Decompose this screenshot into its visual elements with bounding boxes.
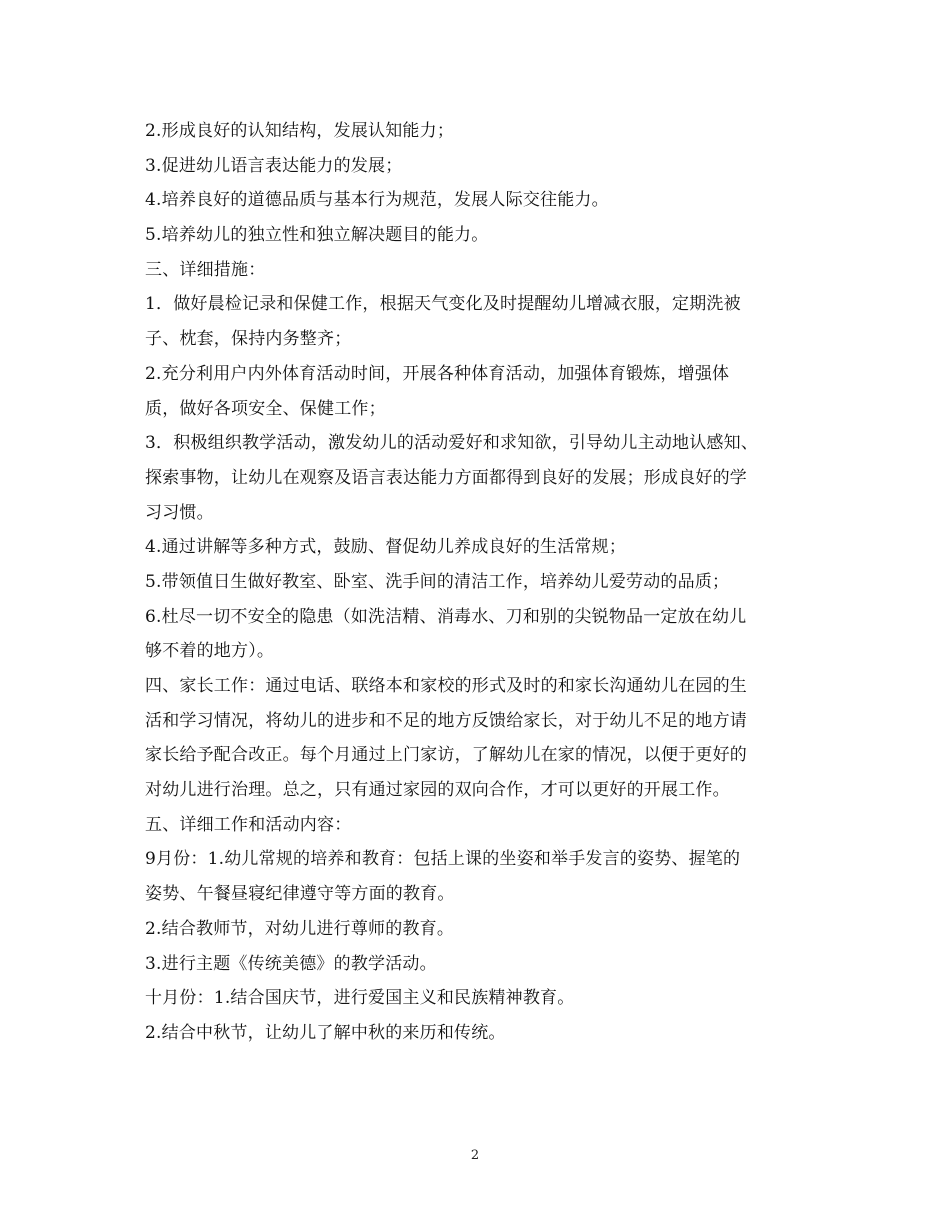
text-line: 2.充分利用户内外体育活动时间，开展各种体育活动，加强体育锻炼，增强体 [145, 363, 730, 384]
text-line: 姿势、午餐昼寝纪律遵守等方面的教育。 [145, 884, 455, 905]
text-line: 3.促进幼儿语言表达能力的发展； [145, 155, 403, 176]
text-line: 子、枕套，保持内务整齐； [145, 329, 352, 350]
text-line: 3．积极组织教学活动，激发幼儿的活动爱好和求知欲，引导幼儿主动地认感知、 [145, 433, 759, 454]
text-line: 2.结合教师节，对幼儿进行尊师的教育。 [145, 918, 455, 939]
text-line: 活和学习情况，将幼儿的进步和不足的地方反馈给家长，对于幼儿不足的地方请 [145, 710, 747, 731]
text-line: 对幼儿进行治理。总之，只有通过家园的双向合作，才可以更好的开展工作。 [145, 780, 730, 801]
text-line: 1．做好晨检记录和保健工作，根据天气变化及时提醒幼儿增减衣服，定期洗被 [145, 294, 741, 315]
text-line: 4.通过讲解等多种方式，鼓励、督促幼儿养成良好的生活常规； [145, 537, 627, 558]
text-line: 4.培养良好的道德品质与基本行为规范，发展人际交往能力。 [145, 190, 609, 211]
text-line: 探索事物，让幼儿在观察及语言表达能力方面都得到良好的发展；形成良好的学 [145, 467, 747, 488]
text-line: 5.带领值日生做好教室、卧室、洗手间的清洁工作，培养幼儿爱劳动的品质； [145, 571, 730, 592]
text-line: 十月份：1.结合国庆节，进行爱国主义和民族精神教育。 [145, 988, 575, 1009]
text-line: 五、详细工作和活动内容： [145, 814, 352, 835]
text-line: 够不着的地方）。 [145, 641, 275, 662]
text-line: 四、家长工作：通过电话、联络本和家校的形式及时的和家长沟通幼儿在园的生 [145, 676, 747, 696]
text-line: 习习惯。 [145, 502, 214, 523]
text-line: 9月份：1.幼儿常规的培养和教育：包括上课的坐姿和举手发言的姿势、握笔的 [145, 849, 741, 870]
text-line: 2.形成良好的认知结构，发展认知能力； [145, 121, 455, 141]
page-number: 2 [470, 1148, 480, 1163]
text-line: 2.结合中秋节，让幼儿了解中秋的来历和传统。 [145, 1022, 506, 1043]
text-line: 三、详细措施： [145, 259, 266, 280]
text-line: 质，做好各项安全、保健工作； [145, 398, 386, 419]
text-line: 家长给予配合改正。每个月通过上门家访，了解幼儿在家的情况，以便于更好的 [145, 745, 747, 766]
document-body [145, 114, 815, 1051]
text-line: 5.培养幼儿的独立性和独立解决题目的能力。 [145, 225, 489, 246]
text-line: 6.杜尽一切不安全的隐患（如洗洁精、消毒水、刀和别的尖锐物品一定放在幼儿 [145, 606, 747, 627]
text-line: 3.进行主题《传统美德》的教学活动。 [145, 953, 437, 974]
